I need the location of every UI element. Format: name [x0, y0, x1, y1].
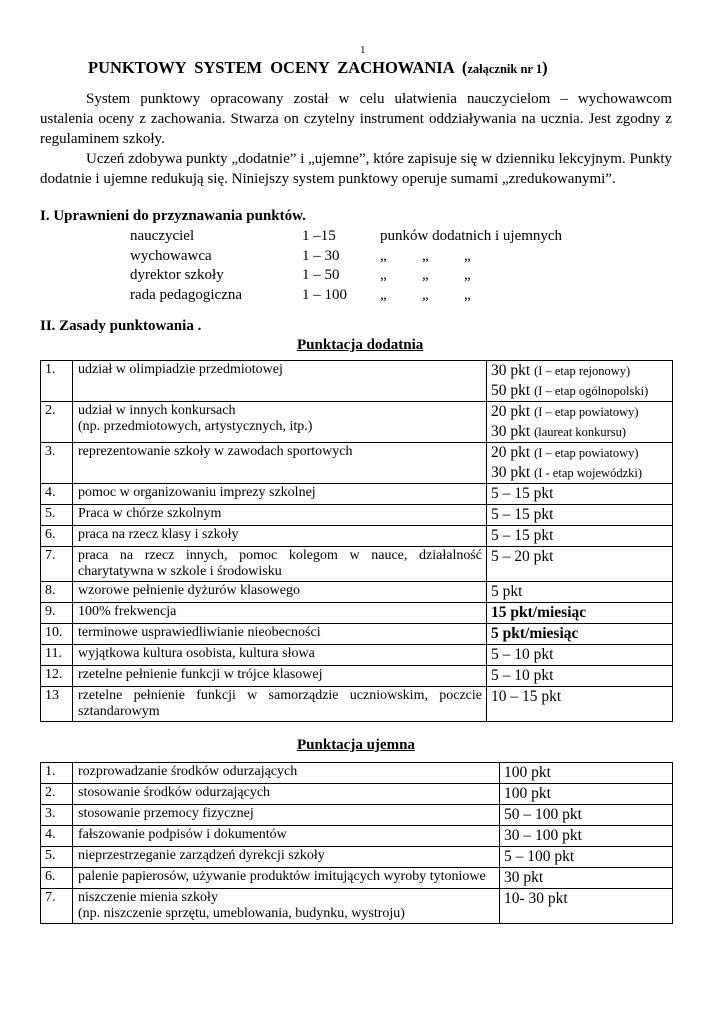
row-description: [73, 443, 487, 484]
role-row: [130, 227, 562, 247]
row-number: 3.: [41, 805, 73, 826]
points-value: 30 pkt: [491, 362, 531, 379]
role-row: [130, 247, 562, 267]
row-description: [73, 547, 487, 582]
description-line: rzetelne pełnienie funkcji w trójce klasowej: [78, 667, 323, 682]
points-stage-note: (I - etap wojewódzki): [534, 466, 643, 480]
role-name: rada pedagogiczna: [130, 286, 243, 303]
row-number: 5.: [41, 505, 73, 526]
points-value: 5 – 15 pkt: [491, 485, 554, 502]
description-line: terminowe usprawiedliwianie nieobecności: [78, 625, 321, 640]
role-row: [130, 266, 562, 286]
negative-row: [41, 784, 673, 805]
positive-points-caption: Punktacja dodatnia: [297, 337, 424, 353]
page-number: 1: [360, 44, 366, 56]
points-line: [504, 805, 668, 825]
description-line: udział w olimpiadzie przedmiotowej: [78, 362, 283, 377]
points-line: [491, 422, 668, 442]
row-points: [487, 402, 673, 443]
role-name: dyrektor szkoły: [130, 267, 224, 283]
row-description: [73, 484, 487, 505]
points-value: 5 – 10 pkt: [491, 646, 554, 663]
intro-paragraph-2: Uczeń zdobywa punkty „dodatnie” i „ujemne”, które zapisuje się w dzienniku lekcyjnym. Punkty dodatnie i ujemne redukują się. Niniejszy system punktowy operuje sumami „zredukowanymi”.: [40, 151, 672, 187]
positive-row: [41, 484, 673, 505]
description-line: nieprzestrzeganie zarządzeń dyrekcji szkoły: [78, 848, 325, 863]
authorized-roles-list: [130, 227, 562, 305]
row-description: [73, 889, 500, 924]
points-line: [504, 784, 668, 804]
row-description: [73, 526, 487, 547]
points-value: 30 – 100 pkt: [504, 827, 582, 844]
description-line: rozprowadzanie środków odurzających: [78, 764, 298, 779]
row-points: [487, 361, 673, 402]
row-points: [500, 763, 673, 784]
row-description: [73, 603, 487, 624]
description-line: Praca w chórze szkolnym: [78, 506, 222, 521]
positive-row: [41, 603, 673, 624]
description-line: fałszowanie podpisów i dokumentów: [78, 827, 287, 842]
title-main: PUNKTOWY SYSTEM OCENY ZACHOWANIA (: [88, 58, 468, 77]
row-points: [500, 784, 673, 805]
points-line: [491, 547, 668, 567]
role-name: wychowawca: [130, 247, 212, 264]
row-description: [73, 687, 487, 722]
row-description: [73, 868, 500, 889]
points-line: [491, 402, 668, 422]
row-number: 11.: [41, 645, 73, 666]
intro-paragraph-1: System punktowy opracowany został w celu ułatwienia nauczycielom – wychowawcom ustalenia oceny z zachowania. Stwarza on czytelny instrument oddziaływania na ucznia. Jest zgodny z regulaminem szkoły.: [40, 91, 672, 147]
row-points: [500, 805, 673, 826]
points-line: [491, 645, 668, 665]
points-value: 100 pkt: [504, 764, 551, 781]
points-stage-note: (I – etap rejonowy): [534, 364, 631, 378]
points-value: 10- 30 pkt: [504, 890, 568, 907]
points-stage-note: (I – etap powiatowy): [534, 446, 639, 460]
row-number: 4.: [41, 484, 73, 505]
ditto-marks: „ „ „: [380, 267, 471, 283]
description-line: rzetelne pełnienie funkcji w samorządzie uczniowskim, poczcie sztandarowym: [78, 688, 482, 719]
row-description: [73, 505, 487, 526]
role-range: 1 –15: [302, 228, 336, 244]
row-description: [73, 361, 487, 402]
negative-row: [41, 826, 673, 847]
positive-points-table: [40, 360, 673, 722]
row-points: [487, 645, 673, 666]
points-value: 30 pkt: [491, 423, 531, 440]
points-value: 5 – 10 pkt: [491, 667, 554, 684]
points-value: 5 – 20 pkt: [491, 548, 554, 565]
row-points: [487, 443, 673, 484]
points-value: 15 pkt/miesiąc: [491, 604, 587, 621]
points-line: [491, 484, 668, 504]
points-value: 5 pkt: [491, 583, 523, 600]
role-name: nauczyciel: [130, 228, 195, 244]
description-line: reprezentowanie szkoły w zawodach sportowych: [78, 444, 353, 459]
points-line: [491, 603, 668, 623]
description-line: wyjątkowa kultura osobista, kultura słowa: [78, 646, 315, 661]
title-end: ): [542, 58, 548, 77]
points-value: 5 – 100 pkt: [504, 848, 575, 865]
row-description: [73, 847, 500, 868]
negative-row: [41, 847, 673, 868]
positive-row: [41, 645, 673, 666]
points-line: [491, 666, 668, 686]
description-line: stosowanie środków odurzających: [78, 785, 271, 800]
points-value: 20 pkt: [491, 444, 531, 461]
points-value: 100 pkt: [504, 785, 551, 802]
points-value: 5 pkt/miesiąc: [491, 625, 579, 642]
description-line: palenie papierosów, używanie produktów imitujących wyroby tytoniowe: [78, 869, 486, 884]
row-number: 3.: [41, 443, 73, 484]
row-description: [73, 666, 487, 687]
negative-row: [41, 868, 673, 889]
points-line: [504, 763, 668, 783]
row-number: 10.: [41, 624, 73, 645]
row-number: 13: [41, 687, 73, 722]
points-value: 20 pkt: [491, 403, 531, 420]
row-points: [487, 666, 673, 687]
section-1-heading: I. Uprawnieni do przyznawania punktów.: [40, 208, 306, 224]
row-description: [73, 624, 487, 645]
points-line: [504, 826, 668, 846]
positive-row: [41, 443, 673, 484]
points-line: [491, 381, 668, 401]
points-value: 10 – 15 pkt: [491, 688, 562, 705]
row-number: 5.: [41, 847, 73, 868]
positive-row: [41, 687, 673, 722]
points-value: 5 – 15 pkt: [491, 506, 554, 523]
description-line: wzorowe pełnienie dyżurów klasowego: [78, 583, 300, 598]
positive-row: [41, 526, 673, 547]
row-points: [487, 526, 673, 547]
ditto-marks: „ „ „: [380, 247, 471, 264]
points-line: [491, 361, 668, 381]
row-points: [500, 847, 673, 868]
description-line: udział w innych konkursach: [78, 403, 236, 418]
positive-row: [41, 505, 673, 526]
row-description: [73, 645, 487, 666]
row-number: 6.: [41, 526, 73, 547]
description-line: (np. niszczenie sprzętu, umeblowania, budynku, wystroju): [78, 906, 405, 921]
row-description: [73, 763, 500, 784]
positive-row: [41, 582, 673, 603]
row-points: [487, 582, 673, 603]
row-number: 1.: [41, 361, 73, 402]
points-value: 30 pkt: [504, 869, 544, 886]
points-line: [491, 687, 668, 707]
row-number: 9.: [41, 603, 73, 624]
row-number: 2.: [41, 784, 73, 805]
points-value: 50 – 100 pkt: [504, 806, 582, 823]
negative-row: [41, 763, 673, 784]
row-points: [487, 484, 673, 505]
row-number: 1.: [41, 763, 73, 784]
row-points: [500, 889, 673, 924]
points-line: [491, 443, 668, 463]
row-description: [73, 784, 500, 805]
row-points: [500, 826, 673, 847]
points-stage-note: (laureat konkursu): [534, 425, 627, 439]
row-points: [500, 868, 673, 889]
description-line: pomoc w organizowaniu imprezy szkolnej: [78, 485, 316, 500]
role-row: [130, 286, 562, 306]
points-value: 5 – 15 pkt: [491, 527, 554, 544]
negative-points-caption: Punktacja ujemna: [297, 737, 415, 753]
points-line: [491, 582, 668, 602]
row-points: [487, 505, 673, 526]
row-points: [487, 687, 673, 722]
positive-row: [41, 547, 673, 582]
points-line: [491, 526, 668, 546]
row-description: [73, 582, 487, 603]
points-line: [504, 847, 668, 867]
description-line: niszczenie mienia szkoły: [78, 890, 218, 905]
row-number: 7.: [41, 889, 73, 924]
points-line: [504, 889, 668, 909]
row-number: 2.: [41, 402, 73, 443]
points-stage-note: (I – etap ogólnopolski): [534, 384, 649, 398]
positive-row: [41, 402, 673, 443]
negative-row: [41, 805, 673, 826]
positive-row: [41, 624, 673, 645]
row-points: [487, 624, 673, 645]
role-range: 1 – 50: [302, 267, 340, 283]
row-points: [487, 547, 673, 582]
role-note: punków dodatnich i ujemnych: [380, 228, 563, 244]
points-value: 50 pkt: [491, 382, 531, 399]
row-description: [73, 826, 500, 847]
description-line: praca na rzecz klasy i szkoły: [78, 527, 239, 542]
description-line: 100% frekwencja: [78, 604, 177, 619]
points-value: 30 pkt: [491, 464, 531, 481]
title-attachment: załącznik nr 1: [467, 62, 543, 76]
row-description: [73, 402, 487, 443]
points-line: [504, 868, 668, 888]
row-number: 7.: [41, 547, 73, 582]
points-line: [491, 463, 668, 483]
role-range: 1 – 100: [302, 286, 347, 303]
description-line: stosowanie przemocy fizycznej: [78, 806, 254, 821]
row-number: 6.: [41, 868, 73, 889]
negative-points-table: [40, 762, 673, 924]
points-stage-note: (I – etap powiatowy): [534, 405, 639, 419]
description-line: (np. przedmiotowych, artystycznych, itp.): [78, 419, 313, 434]
description-line: praca na rzecz innych, pomoc kolegom w nauce, działalność charytatywna w szkole i środowisku: [78, 548, 482, 579]
ditto-marks: „ „ „: [380, 286, 471, 303]
section-2-heading: II. Zasady punktowania .: [40, 318, 202, 334]
page-title: [88, 58, 548, 78]
row-points: [487, 603, 673, 624]
row-number: 4.: [41, 826, 73, 847]
positive-row: [41, 361, 673, 402]
row-description: [73, 805, 500, 826]
role-range: 1 – 30: [302, 247, 340, 264]
points-line: [491, 505, 668, 525]
negative-row: [41, 889, 673, 924]
row-number: 8.: [41, 582, 73, 603]
points-line: [491, 624, 668, 644]
positive-row: [41, 666, 673, 687]
row-number: 12.: [41, 666, 73, 687]
